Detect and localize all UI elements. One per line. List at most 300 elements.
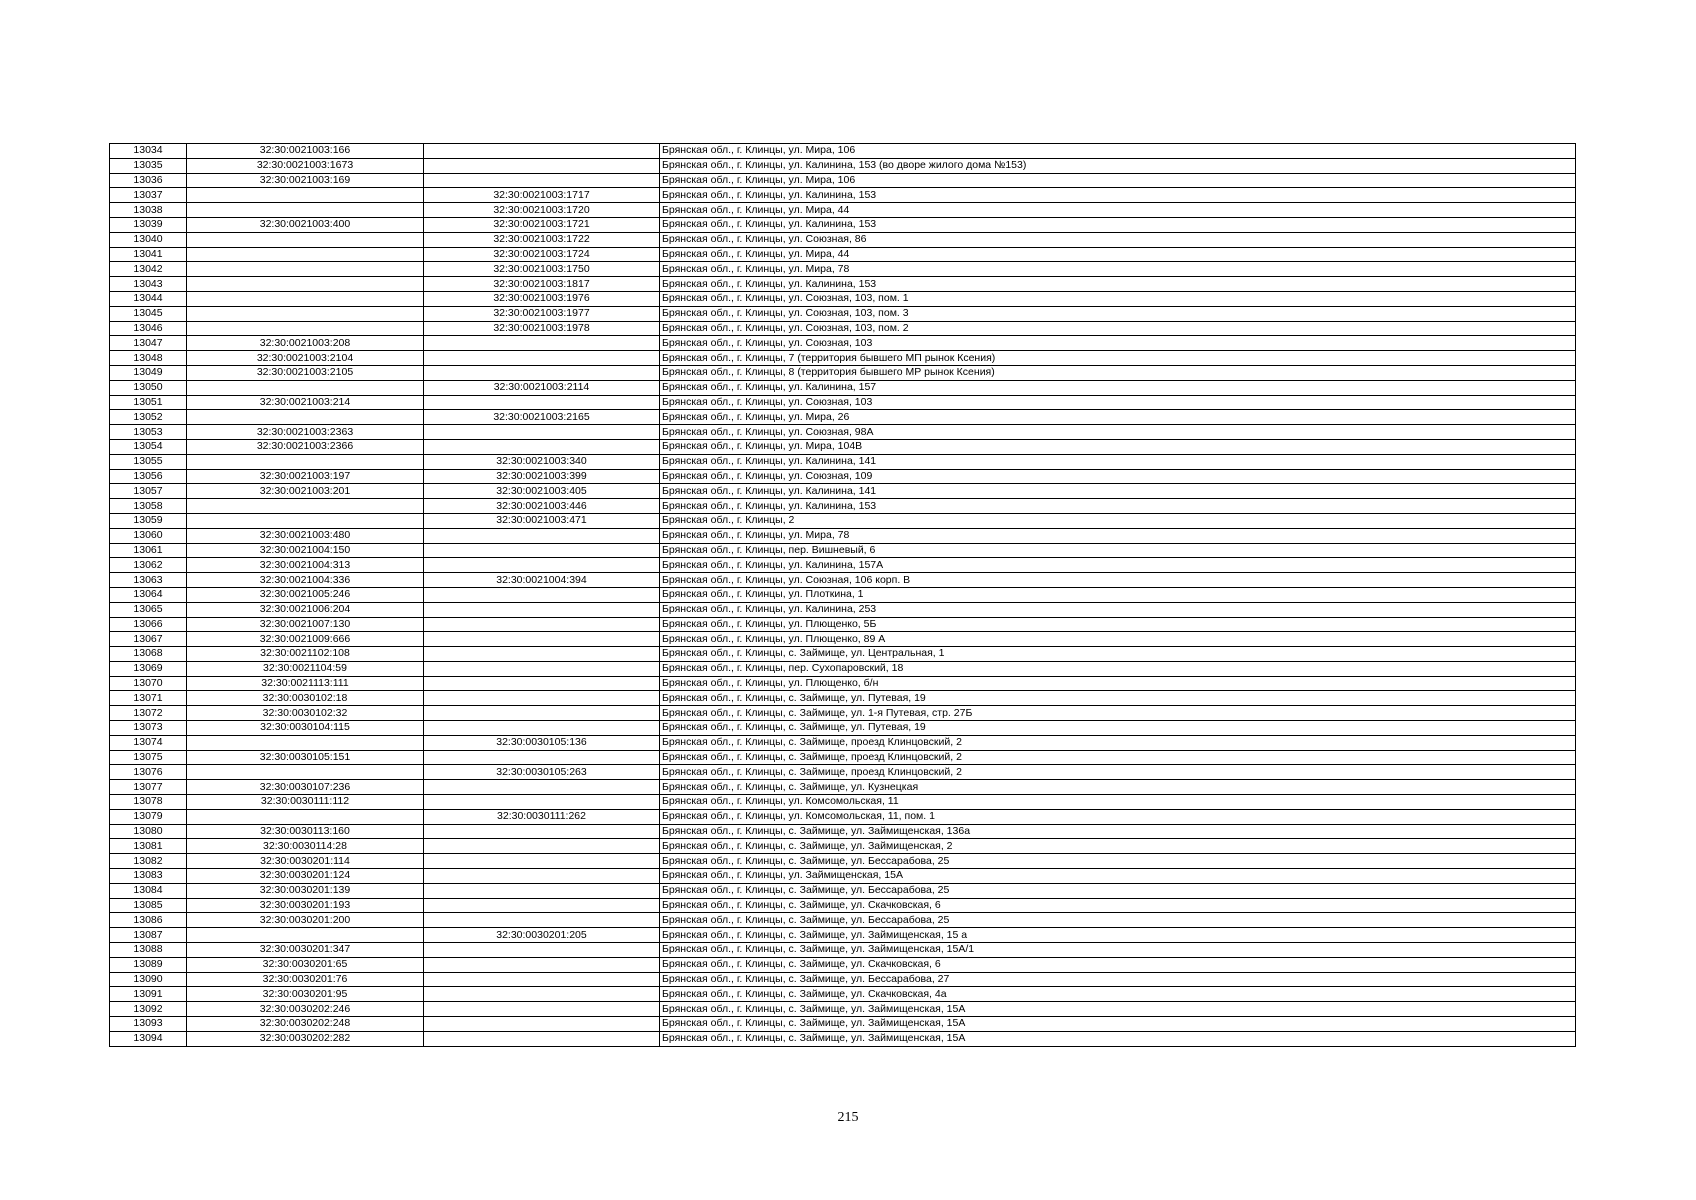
parent-cadastral-number-cell <box>424 691 660 706</box>
parent-cadastral-number-cell <box>424 1017 660 1032</box>
row-number-cell: 13052 <box>110 410 187 425</box>
parent-cadastral-number-cell <box>424 780 660 795</box>
row-number-cell: 13057 <box>110 484 187 499</box>
table-row <box>110 735 1576 750</box>
row-number-cell: 13044 <box>110 291 187 306</box>
table-row <box>110 972 1576 987</box>
cadastral-number-cell: 32:30:0021113:111 <box>187 676 424 691</box>
cadastral-number-cell: 32:30:0021005:246 <box>187 587 424 602</box>
parent-cadastral-number-cell <box>424 854 660 869</box>
parent-cadastral-number-cell <box>424 365 660 380</box>
table-row <box>110 1031 1576 1046</box>
cadastral-number-cell: 32:30:0030201:76 <box>187 972 424 987</box>
row-number-cell: 13037 <box>110 188 187 203</box>
cadastral-number-cell: 32:30:0021003:2105 <box>187 365 424 380</box>
cadastral-number-cell <box>187 765 424 780</box>
parent-cadastral-number-cell <box>424 869 660 884</box>
address-cell: Брянская обл., г. Клинцы, ул. Союзная, 106 корп. В <box>660 573 1576 588</box>
address-cell: Брянская обл., г. Клинцы, с. Займище, ул. Скачковская, 6 <box>660 957 1576 972</box>
cadastral-number-cell: 32:30:0030114:28 <box>187 839 424 854</box>
row-number-cell: 13076 <box>110 765 187 780</box>
parent-cadastral-number-cell <box>424 1031 660 1046</box>
address-cell: Брянская обл., г. Клинцы, ул. Калинина, 153 (во дворе жилого дома №153) <box>660 158 1576 173</box>
cadastral-number-cell: 32:30:0030202:246 <box>187 1002 424 1017</box>
table-row <box>110 780 1576 795</box>
row-number-cell: 13082 <box>110 854 187 869</box>
parent-cadastral-number-cell <box>424 706 660 721</box>
row-number-cell: 13080 <box>110 824 187 839</box>
parent-cadastral-number-cell <box>424 602 660 617</box>
table-row <box>110 336 1576 351</box>
cadastral-number-cell: 32:30:0030104:115 <box>187 721 424 736</box>
row-number-cell: 13067 <box>110 632 187 647</box>
row-number-cell: 13085 <box>110 898 187 913</box>
address-cell: Брянская обл., г. Клинцы, ул. Союзная, 103, пом. 1 <box>660 291 1576 306</box>
parent-cadastral-number-cell: 32:30:0021003:405 <box>424 484 660 499</box>
parent-cadastral-number-cell <box>424 883 660 898</box>
address-cell: Брянская обл., г. Клинцы, с. Займище, ул. Займищенская, 15А/1 <box>660 943 1576 958</box>
cadastral-number-cell: 32:30:0021003:169 <box>187 173 424 188</box>
cadastral-number-cell <box>187 277 424 292</box>
row-number-cell: 13045 <box>110 306 187 321</box>
table-row <box>110 425 1576 440</box>
address-cell: Брянская обл., г. Клинцы, 7 (территория бывшего МП рынок Ксения) <box>660 351 1576 366</box>
address-cell: Брянская обл., г. Клинцы, пер. Сухопаровский, 18 <box>660 661 1576 676</box>
cadastral-number-cell: 32:30:0021003:400 <box>187 217 424 232</box>
address-cell: Брянская обл., г. Клинцы, ул. Союзная, 103, пом. 2 <box>660 321 1576 336</box>
cadastral-number-cell: 32:30:0021003:1673 <box>187 158 424 173</box>
cadastral-number-cell: 32:30:0021003:480 <box>187 528 424 543</box>
address-cell: Брянская обл., г. Клинцы, с. Займище, проезд Клинцовский, 2 <box>660 750 1576 765</box>
parent-cadastral-number-cell: 32:30:0021003:471 <box>424 513 660 528</box>
row-number-cell: 13047 <box>110 336 187 351</box>
parent-cadastral-number-cell <box>424 647 660 662</box>
cadastral-number-cell: 32:30:0021003:2104 <box>187 351 424 366</box>
table-row <box>110 277 1576 292</box>
address-cell: Брянская обл., г. Клинцы, с. Займище, ул. Займищенская, 15А <box>660 1031 1576 1046</box>
table-row <box>110 410 1576 425</box>
cadastral-number-cell: 32:30:0030202:282 <box>187 1031 424 1046</box>
row-number-cell: 13065 <box>110 602 187 617</box>
address-cell: Брянская обл., г. Клинцы, с. Займище, ул. Кузнецкая <box>660 780 1576 795</box>
table-row <box>110 617 1576 632</box>
cadastral-number-cell <box>187 809 424 824</box>
address-cell: Брянская обл., г. Клинцы, ул. Союзная, 103 <box>660 336 1576 351</box>
address-cell: Брянская обл., г. Клинцы, ул. Союзная, 103 <box>660 395 1576 410</box>
parent-cadastral-number-cell: 32:30:0030105:263 <box>424 765 660 780</box>
table-row <box>110 721 1576 736</box>
address-cell: Брянская обл., г. Клинцы, ул. Калинина, 141 <box>660 484 1576 499</box>
cadastral-number-cell <box>187 247 424 262</box>
row-number-cell: 13051 <box>110 395 187 410</box>
parent-cadastral-number-cell: 32:30:0030111:262 <box>424 809 660 824</box>
cadastral-number-cell: 32:30:0030111:112 <box>187 795 424 810</box>
row-number-cell: 13049 <box>110 365 187 380</box>
address-cell: Брянская обл., г. Клинцы, ул. Калинина, 157А <box>660 558 1576 573</box>
address-cell: Брянская обл., г. Клинцы, с. Займище, ул. 1-я Путевая, стр. 27Б <box>660 706 1576 721</box>
row-number-cell: 13060 <box>110 528 187 543</box>
row-number-cell: 13039 <box>110 217 187 232</box>
cadastral-number-cell: 32:30:0030201:124 <box>187 869 424 884</box>
table-row <box>110 869 1576 884</box>
address-cell: Брянская обл., г. Клинцы, ул. Калинина, 153 <box>660 217 1576 232</box>
table-row <box>110 573 1576 588</box>
address-cell: Брянская обл., г. Клинцы, ул. Союзная, 98А <box>660 425 1576 440</box>
parent-cadastral-number-cell: 32:30:0021003:1722 <box>424 232 660 247</box>
row-number-cell: 13079 <box>110 809 187 824</box>
cadastral-number-cell: 32:30:0030113:160 <box>187 824 424 839</box>
table-row <box>110 632 1576 647</box>
address-cell: Брянская обл., г. Клинцы, ул. Плющенко, 89 А <box>660 632 1576 647</box>
row-number-cell: 13056 <box>110 469 187 484</box>
cadastral-number-cell: 32:30:0030201:114 <box>187 854 424 869</box>
parent-cadastral-number-cell: 32:30:0021003:340 <box>424 454 660 469</box>
address-cell: Брянская обл., г. Клинцы, ул. Союзная, 103, пом. 3 <box>660 306 1576 321</box>
row-number-cell: 13091 <box>110 987 187 1002</box>
table-row <box>110 380 1576 395</box>
address-cell: Брянская обл., г. Клинцы, с. Займище, ул. Бессарабова, 27 <box>660 972 1576 987</box>
parent-cadastral-number-cell <box>424 661 660 676</box>
row-number-cell: 13070 <box>110 676 187 691</box>
row-number-cell: 13061 <box>110 543 187 558</box>
row-number-cell: 13048 <box>110 351 187 366</box>
parent-cadastral-number-cell <box>424 617 660 632</box>
parent-cadastral-number-cell: 32:30:0021003:1717 <box>424 188 660 203</box>
parent-cadastral-number-cell <box>424 439 660 454</box>
parent-cadastral-number-cell <box>424 676 660 691</box>
cadastral-number-cell: 32:30:0021003:201 <box>187 484 424 499</box>
parent-cadastral-number-cell <box>424 721 660 736</box>
table-row <box>110 395 1576 410</box>
address-cell: Брянская обл., г. Клинцы, с. Займище, ул. Бессарабова, 25 <box>660 913 1576 928</box>
parent-cadastral-number-cell: 32:30:0021003:1720 <box>424 203 660 218</box>
parent-cadastral-number-cell: 32:30:0030105:136 <box>424 735 660 750</box>
cadastral-number-cell <box>187 291 424 306</box>
table-row <box>110 706 1576 721</box>
row-number-cell: 13042 <box>110 262 187 277</box>
address-cell: Брянская обл., г. Клинцы, ул. Плющенко, 5Б <box>660 617 1576 632</box>
parent-cadastral-number-cell <box>424 987 660 1002</box>
address-cell: Брянская обл., г. Клинцы, ул. Калинина, 141 <box>660 454 1576 469</box>
row-number-cell: 13075 <box>110 750 187 765</box>
row-number-cell: 13063 <box>110 573 187 588</box>
table-row <box>110 454 1576 469</box>
cadastral-number-cell: 32:30:0021003:208 <box>187 336 424 351</box>
cadastral-number-cell <box>187 188 424 203</box>
cadastral-number-cell: 32:30:0021004:336 <box>187 573 424 588</box>
parent-cadastral-number-cell: 32:30:0030201:205 <box>424 928 660 943</box>
table-row <box>110 661 1576 676</box>
cadastral-number-cell: 32:30:0021003:214 <box>187 395 424 410</box>
table-row <box>110 173 1576 188</box>
table-row <box>110 750 1576 765</box>
cadastral-number-cell: 32:30:0030201:347 <box>187 943 424 958</box>
table-row <box>110 913 1576 928</box>
address-cell: Брянская обл., г. Клинцы, пер. Вишневый, 6 <box>660 543 1576 558</box>
address-cell: Брянская обл., г. Клинцы, с. Займище, ул. Бессарабова, 25 <box>660 854 1576 869</box>
cadastral-number-cell: 32:30:0030202:248 <box>187 1017 424 1032</box>
cadastral-number-cell <box>187 735 424 750</box>
table-row <box>110 543 1576 558</box>
page-number: 215 <box>837 1110 859 1125</box>
table-row <box>110 499 1576 514</box>
address-cell: Брянская обл., г. Клинцы, ул. Калинина, 153 <box>660 188 1576 203</box>
row-number-cell: 13084 <box>110 883 187 898</box>
table-row <box>110 883 1576 898</box>
address-cell: Брянская обл., г. Клинцы, с. Займище, проезд Клинцовский, 2 <box>660 765 1576 780</box>
table-row <box>110 232 1576 247</box>
parent-cadastral-number-cell <box>424 1002 660 1017</box>
parent-cadastral-number-cell <box>424 336 660 351</box>
cadastral-number-cell: 32:30:0021104:59 <box>187 661 424 676</box>
row-number-cell: 13064 <box>110 587 187 602</box>
row-number-cell: 13071 <box>110 691 187 706</box>
table-row <box>110 306 1576 321</box>
address-cell: Брянская обл., г. Клинцы, ул. Мира, 44 <box>660 247 1576 262</box>
cadastral-number-cell: 32:30:0021004:150 <box>187 543 424 558</box>
address-cell: Брянская обл., г. Клинцы, с. Займище, ул. Центральная, 1 <box>660 647 1576 662</box>
row-number-cell: 13053 <box>110 425 187 440</box>
cadastral-number-cell <box>187 454 424 469</box>
address-cell: Брянская обл., г. Клинцы, ул. Займищенская, 15А <box>660 869 1576 884</box>
parent-cadastral-number-cell <box>424 587 660 602</box>
address-cell: Брянская обл., г. Клинцы, 2 <box>660 513 1576 528</box>
parent-cadastral-number-cell <box>424 543 660 558</box>
table-row <box>110 291 1576 306</box>
row-number-cell: 13050 <box>110 380 187 395</box>
parent-cadastral-number-cell <box>424 972 660 987</box>
address-cell: Брянская обл., г. Клинцы, с. Займище, ул. Путевая, 19 <box>660 691 1576 706</box>
cadastral-number-cell: 32:30:0021003:2363 <box>187 425 424 440</box>
address-cell: Брянская обл., г. Клинцы, с. Займище, ул. Займищенская, 2 <box>660 839 1576 854</box>
cadastral-number-cell: 32:30:0030102:32 <box>187 706 424 721</box>
row-number-cell: 13034 <box>110 144 187 159</box>
parent-cadastral-number-cell <box>424 898 660 913</box>
address-cell: Брянская обл., г. Клинцы, ул. Мира, 106 <box>660 144 1576 159</box>
address-cell: Брянская обл., г. Клинцы, с. Займище, ул. Займищенская, 15А <box>660 1002 1576 1017</box>
address-cell: Брянская обл., г. Клинцы, ул. Мира, 78 <box>660 262 1576 277</box>
parent-cadastral-number-cell <box>424 750 660 765</box>
cadastral-number-cell: 32:30:0021003:166 <box>187 144 424 159</box>
table-row <box>110 809 1576 824</box>
address-cell: Брянская обл., г. Клинцы, ул. Плющенко, б/н <box>660 676 1576 691</box>
cadastral-number-cell: 32:30:0021003:197 <box>187 469 424 484</box>
row-number-cell: 13035 <box>110 158 187 173</box>
row-number-cell: 13036 <box>110 173 187 188</box>
parent-cadastral-number-cell: 32:30:0021003:1978 <box>424 321 660 336</box>
table-row <box>110 247 1576 262</box>
cadastral-number-cell: 32:30:0030201:193 <box>187 898 424 913</box>
row-number-cell: 13062 <box>110 558 187 573</box>
table-row <box>110 765 1576 780</box>
row-number-cell: 13068 <box>110 647 187 662</box>
row-number-cell: 13089 <box>110 957 187 972</box>
table-row <box>110 158 1576 173</box>
cadastral-number-cell: 32:30:0030107:236 <box>187 780 424 795</box>
registry-table-body <box>110 144 1576 1047</box>
cadastral-number-cell <box>187 513 424 528</box>
cadastral-number-cell: 32:30:0021007:130 <box>187 617 424 632</box>
row-number-cell: 13041 <box>110 247 187 262</box>
address-cell: Брянская обл., г. Клинцы, с. Займище, ул. Займищенская, 15 а <box>660 928 1576 943</box>
row-number-cell: 13040 <box>110 232 187 247</box>
address-cell: Брянская обл., г. Клинцы, ул. Комсомольская, 11 <box>660 795 1576 810</box>
table-row <box>110 262 1576 277</box>
cadastral-number-cell: 32:30:0021009:666 <box>187 632 424 647</box>
table-row <box>110 217 1576 232</box>
cadastral-number-cell <box>187 380 424 395</box>
table-row <box>110 839 1576 854</box>
table-row <box>110 795 1576 810</box>
row-number-cell: 13066 <box>110 617 187 632</box>
row-number-cell: 13055 <box>110 454 187 469</box>
address-cell: Брянская обл., г. Клинцы, с. Займище, ул. Скачковская, 6 <box>660 898 1576 913</box>
parent-cadastral-number-cell <box>424 957 660 972</box>
row-number-cell: 13093 <box>110 1017 187 1032</box>
cadastral-number-cell: 32:30:0030105:151 <box>187 750 424 765</box>
table-row <box>110 365 1576 380</box>
parent-cadastral-number-cell: 32:30:0021003:1724 <box>424 247 660 262</box>
address-cell: Брянская обл., г. Клинцы, ул. Мира, 104В <box>660 439 1576 454</box>
parent-cadastral-number-cell: 32:30:0021003:399 <box>424 469 660 484</box>
parent-cadastral-number-cell <box>424 839 660 854</box>
parent-cadastral-number-cell: 32:30:0021003:1817 <box>424 277 660 292</box>
table-row <box>110 602 1576 617</box>
cadastral-number-cell <box>187 928 424 943</box>
cadastral-number-cell <box>187 306 424 321</box>
table-row <box>110 987 1576 1002</box>
table-row <box>110 928 1576 943</box>
row-number-cell: 13088 <box>110 943 187 958</box>
parent-cadastral-number-cell <box>424 158 660 173</box>
parent-cadastral-number-cell <box>424 943 660 958</box>
parent-cadastral-number-cell: 32:30:0021003:1750 <box>424 262 660 277</box>
parent-cadastral-number-cell <box>424 795 660 810</box>
row-number-cell: 13078 <box>110 795 187 810</box>
row-number-cell: 13086 <box>110 913 187 928</box>
parent-cadastral-number-cell: 32:30:0021003:446 <box>424 499 660 514</box>
table-row <box>110 321 1576 336</box>
table-row <box>110 824 1576 839</box>
table-row <box>110 469 1576 484</box>
address-cell: Брянская обл., г. Клинцы, ул. Мира, 26 <box>660 410 1576 425</box>
table-row <box>110 1002 1576 1017</box>
table-row <box>110 528 1576 543</box>
address-cell: Брянская обл., г. Клинцы, ул. Мира, 106 <box>660 173 1576 188</box>
address-cell: Брянская обл., г. Клинцы, ул. Плоткина, 1 <box>660 587 1576 602</box>
address-cell: Брянская обл., г. Клинцы, с. Займище, ул. Бессарабова, 25 <box>660 883 1576 898</box>
parent-cadastral-number-cell: 32:30:0021003:1977 <box>424 306 660 321</box>
cadastral-number-cell <box>187 262 424 277</box>
row-number-cell: 13074 <box>110 735 187 750</box>
table-row <box>110 203 1576 218</box>
parent-cadastral-number-cell <box>424 351 660 366</box>
cadastral-number-cell: 32:30:0021102:108 <box>187 647 424 662</box>
row-number-cell: 13077 <box>110 780 187 795</box>
row-number-cell: 13054 <box>110 439 187 454</box>
parent-cadastral-number-cell <box>424 824 660 839</box>
parent-cadastral-number-cell <box>424 632 660 647</box>
row-number-cell: 13090 <box>110 972 187 987</box>
table-row <box>110 484 1576 499</box>
parent-cadastral-number-cell <box>424 425 660 440</box>
parent-cadastral-number-cell <box>424 173 660 188</box>
row-number-cell: 13038 <box>110 203 187 218</box>
parent-cadastral-number-cell: 32:30:0021003:1976 <box>424 291 660 306</box>
cadastral-number-cell: 32:30:0021003:2366 <box>187 439 424 454</box>
row-number-cell: 13081 <box>110 839 187 854</box>
address-cell: Брянская обл., г. Клинцы, ул. Калинина, 153 <box>660 499 1576 514</box>
table-row <box>110 676 1576 691</box>
table-row <box>110 587 1576 602</box>
address-cell: Брянская обл., г. Клинцы, ул. Калинина, 253 <box>660 602 1576 617</box>
row-number-cell: 13046 <box>110 321 187 336</box>
address-cell: Брянская обл., г. Клинцы, ул. Союзная, 109 <box>660 469 1576 484</box>
address-cell: Брянская обл., г. Клинцы, ул. Мира, 44 <box>660 203 1576 218</box>
table-row <box>110 188 1576 203</box>
parent-cadastral-number-cell <box>424 144 660 159</box>
row-number-cell: 13043 <box>110 277 187 292</box>
row-number-cell: 13087 <box>110 928 187 943</box>
cadastral-number-cell: 32:30:0030201:95 <box>187 987 424 1002</box>
table-row <box>110 957 1576 972</box>
row-number-cell: 13094 <box>110 1031 187 1046</box>
address-cell: Брянская обл., г. Клинцы, с. Займище, ул. Скачковская, 4а <box>660 987 1576 1002</box>
table-row <box>110 647 1576 662</box>
address-cell: Брянская обл., г. Клинцы, с. Займище, ул. Займищенская, 15А <box>660 1017 1576 1032</box>
registry-table <box>109 143 1576 1047</box>
row-number-cell: 13058 <box>110 499 187 514</box>
cadastral-number-cell: 32:30:0030102:18 <box>187 691 424 706</box>
cadastral-number-cell <box>187 232 424 247</box>
address-cell: Брянская обл., г. Клинцы, ул. Калинина, 153 <box>660 277 1576 292</box>
parent-cadastral-number-cell <box>424 395 660 410</box>
parent-cadastral-number-cell <box>424 528 660 543</box>
table-row <box>110 691 1576 706</box>
parent-cadastral-number-cell: 32:30:0021003:1721 <box>424 217 660 232</box>
row-number-cell: 13069 <box>110 661 187 676</box>
row-number-cell: 13072 <box>110 706 187 721</box>
table-row <box>110 558 1576 573</box>
cadastral-number-cell: 32:30:0030201:139 <box>187 883 424 898</box>
table-row <box>110 1017 1576 1032</box>
parent-cadastral-number-cell <box>424 558 660 573</box>
row-number-cell: 13059 <box>110 513 187 528</box>
table-row <box>110 898 1576 913</box>
table-row <box>110 439 1576 454</box>
table-row <box>110 513 1576 528</box>
address-cell: Брянская обл., г. Клинцы, ул. Калинина, 157 <box>660 380 1576 395</box>
table-row <box>110 351 1576 366</box>
address-cell: Брянская обл., г. Клинцы, 8 (территория бывшего МР рынок Ксения) <box>660 365 1576 380</box>
address-cell: Брянская обл., г. Клинцы, ул. Комсомольская, 11, пом. 1 <box>660 809 1576 824</box>
table-row <box>110 943 1576 958</box>
address-cell: Брянская обл., г. Клинцы, ул. Мира, 78 <box>660 528 1576 543</box>
parent-cadastral-number-cell: 32:30:0021004:394 <box>424 573 660 588</box>
address-cell: Брянская обл., г. Клинцы, ул. Союзная, 86 <box>660 232 1576 247</box>
address-cell: Брянская обл., г. Клинцы, с. Займище, ул. Путевая, 19 <box>660 721 1576 736</box>
row-number-cell: 13092 <box>110 1002 187 1017</box>
cadastral-number-cell: 32:30:0030201:65 <box>187 957 424 972</box>
address-cell: Брянская обл., г. Клинцы, с. Займище, проезд Клинцовский, 2 <box>660 735 1576 750</box>
cadastral-number-cell: 32:30:0021006:204 <box>187 602 424 617</box>
cadastral-number-cell <box>187 499 424 514</box>
table-row <box>110 854 1576 869</box>
parent-cadastral-number-cell <box>424 913 660 928</box>
row-number-cell: 13073 <box>110 721 187 736</box>
cadastral-number-cell: 32:30:0030201:200 <box>187 913 424 928</box>
cadastral-number-cell <box>187 321 424 336</box>
